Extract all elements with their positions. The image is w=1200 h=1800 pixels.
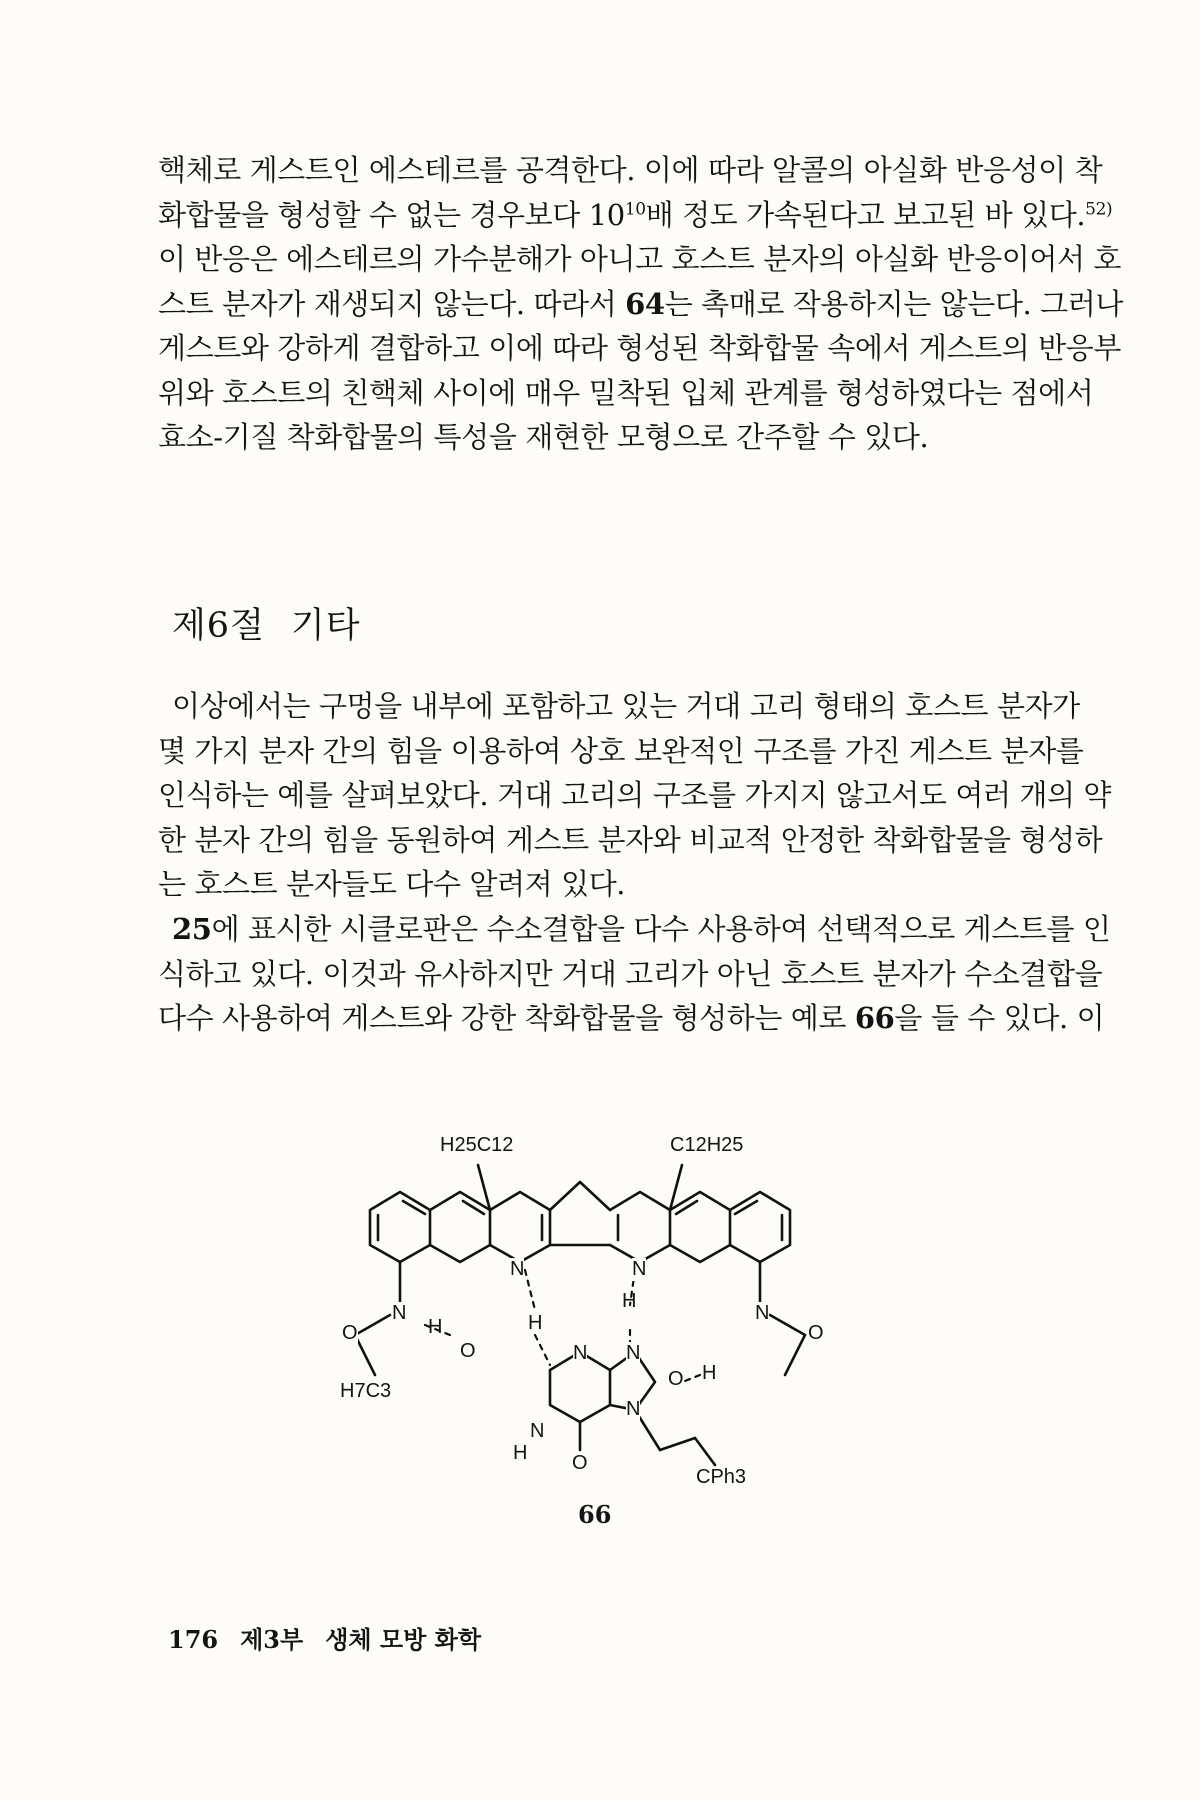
label-amide-hydrogen-left: H xyxy=(428,1316,443,1338)
paragraph-3-line-1 xyxy=(158,907,1111,952)
compound-number-66: 66 xyxy=(578,1500,612,1529)
cyclopenta-ring xyxy=(550,1182,610,1210)
label-alkyl-right: C12H25 xyxy=(670,1134,744,1156)
paragraph-1-line-6: 위와 호스트의 친핵체 사이에 매우 밀착된 입체 관계를 형성하였다는 점에서 xyxy=(158,375,1094,410)
page-number: 176 xyxy=(168,1625,219,1654)
part-number: 제3부 xyxy=(240,1625,304,1654)
label-guest-nitrogen-4: N xyxy=(530,1420,545,1442)
label-guest-nitrogen-1: N xyxy=(573,1342,588,1364)
hydrogen-bond-lines xyxy=(425,1270,700,1385)
paragraph-3-line-3a: 다수 사용하여 게스트와 강한 착화합물을 형성하는 예로 xyxy=(158,1001,855,1035)
paragraph-1-line-2b: 배 정도 가속된다고 보고된 바 있다. xyxy=(645,197,1086,232)
paragraph-3-line-2: 식하고 있다. 이것과 유사하지만 거대 고리가 아닌 호스트 분자가 수소결합을 xyxy=(158,956,1103,991)
paragraph-1-line-5: 게스트와 강하게 결합하고 이에 따라 형성된 착화합물 속에서 게스트의 반응부 xyxy=(158,331,1122,365)
label-amide-oxygen-right: O xyxy=(808,1322,824,1344)
label-alkyl-left: H25C12 xyxy=(440,1134,514,1156)
paragraph-2-line-5: 는 호스트 분자들도 다수 알려져 있다. xyxy=(158,867,626,901)
section-number: 제6절 xyxy=(172,606,265,646)
label-guest-oxygen-bottom: O xyxy=(572,1452,588,1474)
label-guest-nitrogen-2: N xyxy=(626,1342,641,1364)
label-hydrogen-right: H xyxy=(622,1290,637,1312)
compound-ref-25: 25 xyxy=(172,912,212,946)
right-middle-ring xyxy=(670,1192,730,1262)
paragraph-1 xyxy=(158,148,1123,460)
reference-marker: 52) xyxy=(1085,198,1113,219)
label-amide-oxygen-left: O xyxy=(342,1322,358,1344)
label-methyl: H7C3 xyxy=(340,1380,392,1402)
label-nitrogen-left: N xyxy=(510,1258,525,1280)
paragraph-1-line-4b: 는 촉매로 작용하지는 않는다. 그러나 xyxy=(664,286,1123,321)
label-amide-hydrogen-right: H xyxy=(702,1362,717,1384)
paragraph-3 xyxy=(158,907,1111,1041)
paragraph-1-line-4 xyxy=(158,282,1123,327)
paragraph-2-line-2: 몇 가지 분자 간의 힘을 이용하여 상호 보완적인 구조를 가진 게스트 분자를 xyxy=(158,733,1084,768)
label-guest-hydrogen: H xyxy=(513,1442,528,1464)
label-nitrogen-right: N xyxy=(632,1258,647,1280)
label-hydrogen-left: H xyxy=(528,1312,543,1334)
paragraph-2-line-3: 인식하는 예를 살펴보았다. 거대 고리의 구조를 가지지 않고서도 여러 개의 약 xyxy=(158,778,1112,812)
label-cph3: CPh3 xyxy=(696,1466,747,1488)
paragraph-1-line-3: 이 반응은 에스테르의 가수분해가 아니고 호스트 분자의 아실화 반응이어서 호 xyxy=(158,242,1122,276)
paragraph-2-line-4: 한 분자 간의 힘을 동원하여 게스트 분자와 비교적 안정한 착화합물을 형성하 xyxy=(158,822,1103,857)
paragraph-3-line-1-text: 에 표시한 시클로판은 수소결합을 다수 사용하여 선택적으로 게스트를 인 xyxy=(211,912,1111,946)
page-footer xyxy=(168,1620,503,1655)
paragraph-1-line-7: 효소-기질 착화합물의 특성을 재현한 모형으로 간주할 수 있다. xyxy=(158,420,929,454)
exponent: 10 xyxy=(624,198,646,219)
paragraph-1-line-1: 핵체로 게스트인 에스테르를 공격한다. 이에 따라 알콜의 아실화 반응성이 착 xyxy=(158,153,1103,187)
paragraph-3-line-3b: 을 들 수 있다. 이 xyxy=(894,1001,1105,1035)
paragraph-2 xyxy=(158,684,1112,907)
compound-ref-66: 66 xyxy=(854,1001,895,1035)
chemical-structure-figure xyxy=(330,1120,890,1550)
label-guest-nitrogen-3: N xyxy=(626,1398,641,1420)
section-heading xyxy=(172,598,361,648)
label-guest-oxygen-right: O xyxy=(668,1368,684,1390)
label-amide-nitrogen-left: N xyxy=(392,1302,407,1324)
compound-ref-64: 64 xyxy=(625,286,665,321)
label-guest-oxygen-left: O xyxy=(460,1340,476,1362)
left-middle-ring xyxy=(430,1192,490,1262)
structure-66-drawing xyxy=(330,1120,890,1550)
paragraph-1-line-2a: 화합물을 형성할 수 없는 경우보다 10 xyxy=(158,197,625,232)
paragraph-2-line-1: 이상에서는 구멍을 내부에 포함하고 있는 거대 고리 형태의 호스트 분자가 xyxy=(172,689,1080,723)
part-title: 생체 모방 화학 xyxy=(325,1625,482,1654)
label-amide-nitrogen-right: N xyxy=(755,1302,770,1324)
paragraph-1-line-2 xyxy=(158,193,1113,238)
paragraph-3-line-3 xyxy=(158,996,1105,1041)
section-title: 기타 xyxy=(290,606,361,646)
paragraph-1-line-4a: 스트 분자가 재생되지 않는다. 따라서 xyxy=(158,286,626,321)
